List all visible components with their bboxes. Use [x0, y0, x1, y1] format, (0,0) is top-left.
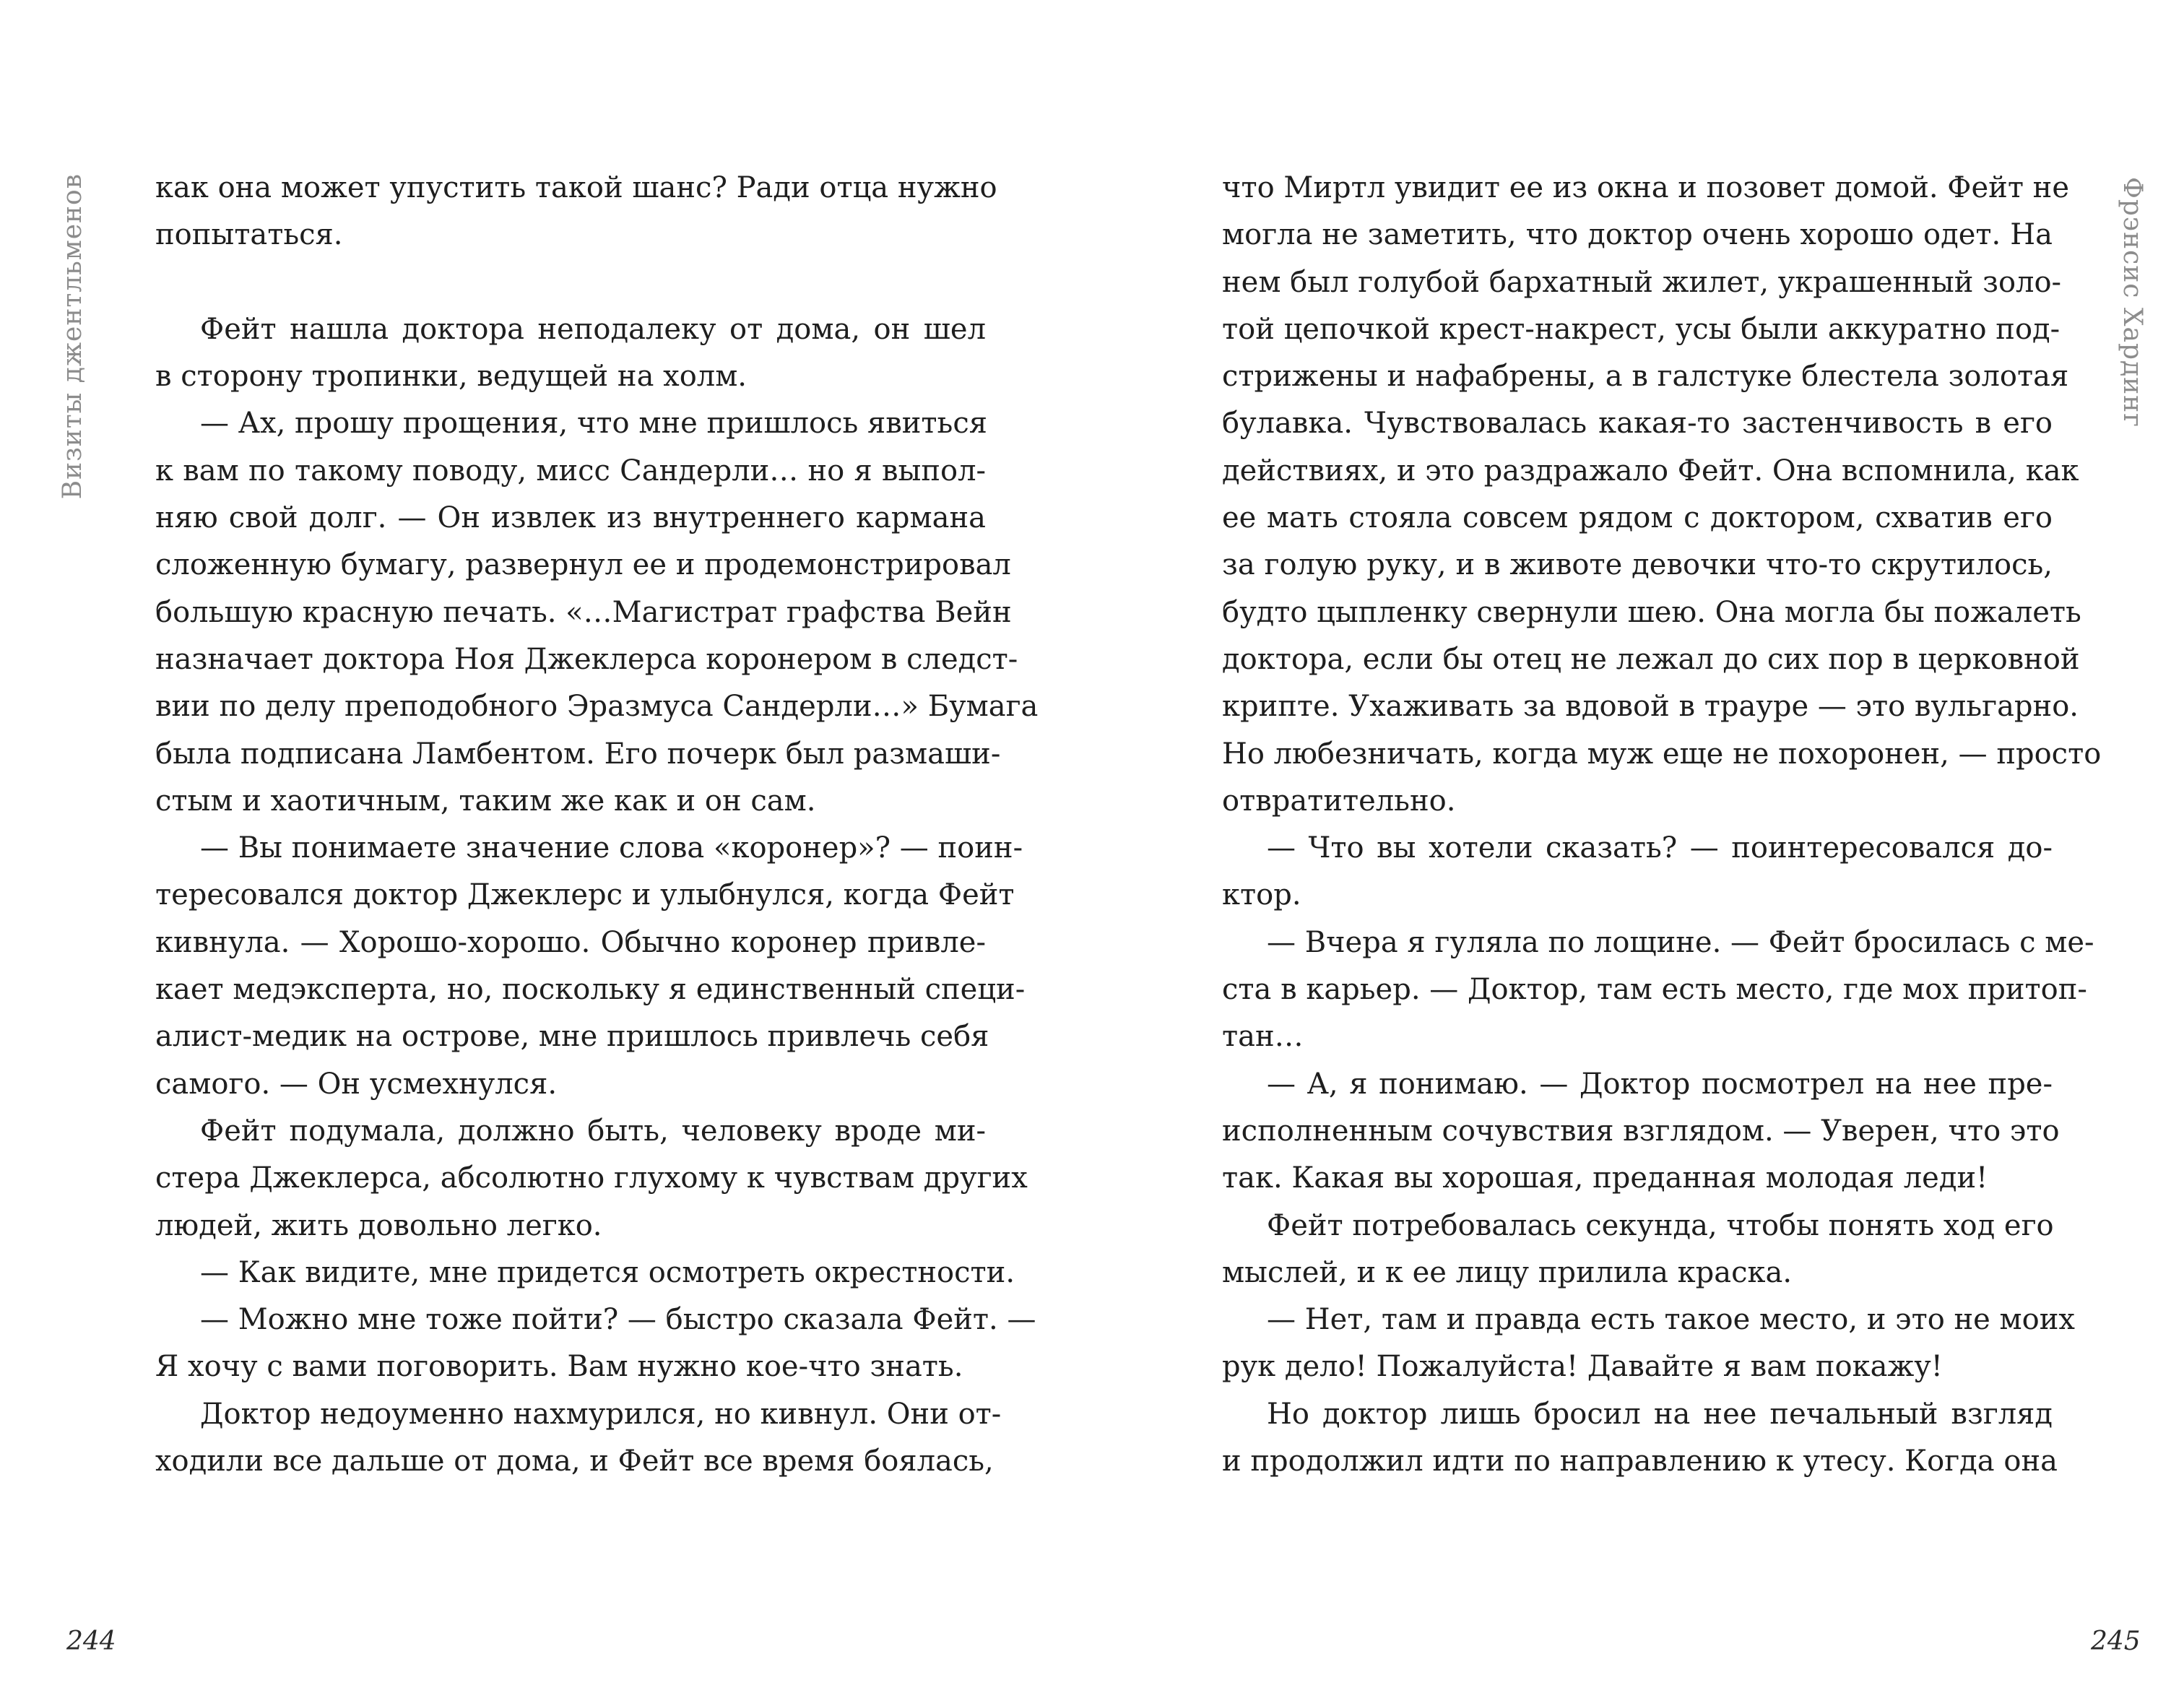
text-line: — Нет, там и правда есть такое место, и это не моих: [1267, 1303, 2075, 1337]
text-line: большую красную печать. «…Магистрат графства Вейн: [155, 595, 1012, 629]
paragraph-gap: [155, 259, 986, 306]
text-line: Фейт подумала, должно быть, человеку вроде ми-: [200, 1114, 986, 1148]
text-line: стера Джеклерса, абсолютно глухому к чувствам других: [155, 1161, 1028, 1195]
page-number-left: 244: [66, 1627, 116, 1656]
text-line: — А, я понимаю. — Доктор посмотрел на нее пре-: [1267, 1067, 2053, 1101]
text-line: той цепочкой крест-накрест, усы были аккуратно под-: [1222, 312, 2060, 346]
text-line: кает медэксперта, но, поскольку я единственный специ-: [155, 973, 1026, 1007]
text-line: Но доктор лишь бросил на нее печальный взгляд: [1267, 1397, 2053, 1431]
text-line: назначает доктора Ноя Джеклерса коронером в следст-: [155, 642, 1018, 676]
page-number-right: 245: [2091, 1627, 2141, 1656]
text-line: вии по делу преподобного Эразмуса Сандерли…» Бумага: [155, 690, 1039, 724]
text-line: мыслей, и к ее лицу прилила краска.: [1222, 1255, 1793, 1289]
text-line: няю свой долг. — Он извлек из внутреннего кармана: [155, 501, 986, 535]
text-line: тан…: [1222, 1020, 1304, 1054]
text-line: доктора, если бы отец не лежал до сих пор в церковной: [1222, 642, 2080, 676]
text-line: ктор.: [1222, 878, 1301, 912]
text-line: могла не заметить, что доктор очень хорошо одет. На: [1222, 218, 2053, 252]
text-line: к вам по такому поводу, мисс Сандерли… но я выпол-: [155, 454, 986, 488]
left-page-body: [155, 165, 1039, 1485]
text-line: булавка. Чувствовалась какая-то застенчивость в его: [1222, 407, 2053, 441]
text-line: самого. — Он усмехнулся.: [155, 1067, 558, 1101]
text-line: Фейт потребовалась секунда, чтобы понять ход его: [1267, 1208, 2054, 1242]
text-line: стым и хаотичным, таким же как и он сам.: [155, 784, 816, 818]
text-line: так. Какая вы хорошая, преданная молодая леди!: [1222, 1161, 1988, 1195]
text-line: людей, жить довольно легко.: [155, 1208, 602, 1242]
right-page: [1092, 0, 2184, 1706]
text-line: как она может упустить такой шанс? Ради отца нужно: [155, 171, 997, 204]
text-line: Я хочу с вами поговорить. Вам нужно кое-что знать.: [155, 1350, 963, 1384]
text-line: крипте. Ухаживать за вдовой в трауре — это вульгарно.: [1222, 690, 2079, 724]
text-line: нем был голубой бархатный жилет, украшенный золо-: [1222, 265, 2062, 299]
text-line: ходили все дальше от дома, и Фейт все время боялась,: [155, 1445, 994, 1478]
text-line: ста в карьер. — Доктор, там есть место, где мох притоп-: [1222, 973, 2087, 1007]
text-line: — Вы понимаете значение слова «коронер»? — поин-: [200, 831, 1023, 865]
text-line: действиях, и это раздражало Фейт. Она вспомнила, как: [1222, 454, 2079, 488]
text-line: — Как видите, мне придется осмотреть окрестности.: [200, 1255, 1015, 1289]
text-line: — Ах, прошу прощения, что мне пришлось явиться: [200, 407, 987, 441]
text-line: что Миртл увидит ее из окна и позовет домой. Фейт не: [1222, 171, 2070, 204]
running-head-author: Фрэнсис Хардинг: [2118, 177, 2147, 428]
text-line: Фейт нашла доктора неподалеку от дома, он шел: [200, 312, 986, 346]
text-line: сложенную бумагу, развернул ее и продемонстрировал: [155, 548, 1011, 582]
text-line: — Можно мне тоже пойти? — быстро сказала Фейт. —: [200, 1303, 1036, 1337]
text-line: за голую руку, и в животе девочки что-то скрутилось,: [1222, 548, 2053, 582]
running-head-book-title: Визиты джентльменов: [58, 173, 87, 500]
right-page-body: [1222, 165, 2102, 1485]
text-line: Доктор недоуменно нахмурился, но кивнул. Они от-: [200, 1397, 1002, 1431]
text-line: в сторону тропинки, ведущей на холм.: [155, 360, 748, 394]
text-line: была подписана Ламбентом. Его почерк был размаши-: [155, 737, 1001, 771]
text-line: алист-медик на острове, мне пришлось привлечь себя: [155, 1020, 989, 1054]
text-line: — Вчера я гуляла по лощине. — Фейт бросилась с ме-: [1267, 925, 2094, 959]
text-line: стрижены и нафабрены, а в галстуке блестела золотая: [1222, 360, 2069, 394]
text-line: Но любезничать, когда муж еще не похоронен, — просто: [1222, 737, 2102, 771]
text-line: и продолжил идти по направлению к утесу. Когда она: [1222, 1445, 2058, 1478]
text-line: кивнула. — Хорошо-хорошо. Обычно коронер привле-: [155, 925, 986, 959]
text-line: попытаться.: [155, 218, 343, 252]
text-line: отвратительно.: [1222, 784, 1456, 818]
text-line: исполненным сочувствия взглядом. — Уверен, что это: [1222, 1114, 2060, 1148]
text-line: — Что вы хотели сказать? — поинтересовался до-: [1267, 831, 2053, 865]
text-line: ее мать стояла совсем рядом с доктором, схватив его: [1222, 501, 2053, 535]
text-line: рук дело! Пожалуйста! Давайте я вам покажу!: [1222, 1350, 1943, 1384]
text-line: тересовался доктор Джеклерс и улыбнулся, когда Фейт: [155, 878, 1015, 912]
text-line: будто цыпленку свернули шею. Она могла бы пожалеть: [1222, 595, 2081, 629]
